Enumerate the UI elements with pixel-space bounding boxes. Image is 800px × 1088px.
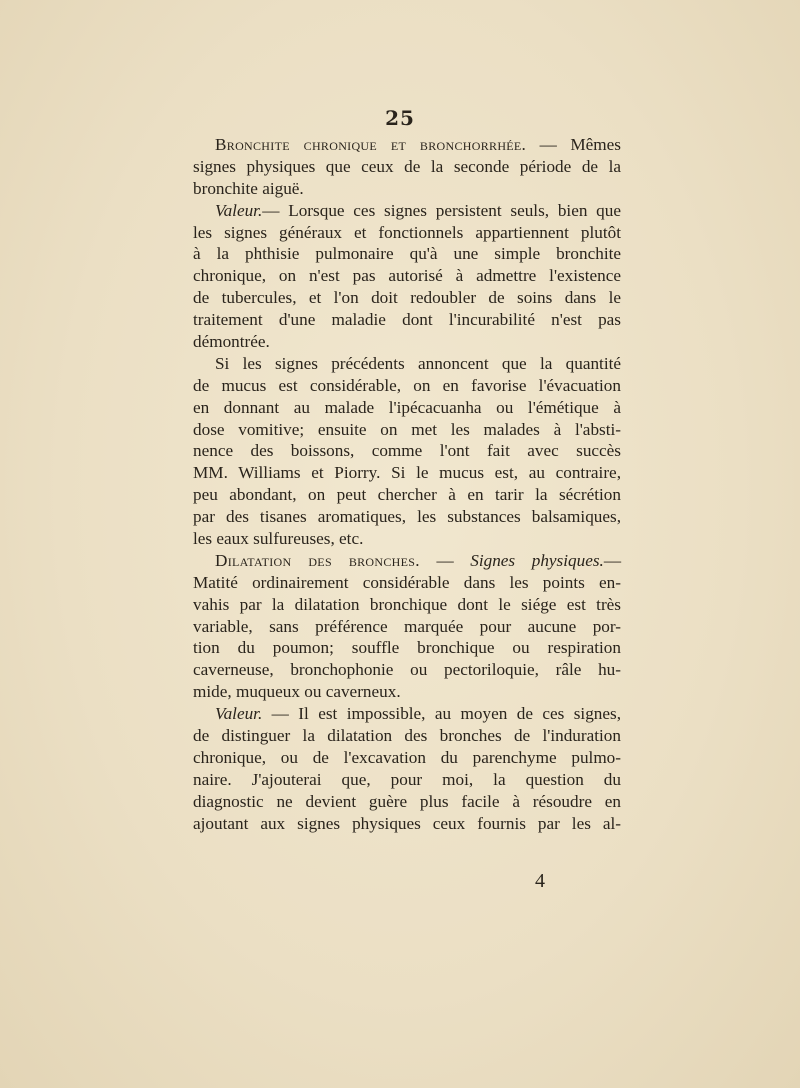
text-line: Matité ordinairement considérable dans les points en- xyxy=(193,572,621,592)
text-line: dose vomitive; ensuite on met les malades à l'absti- xyxy=(193,419,621,439)
text-line: nence des boissons, comme l'ont fait avec succès xyxy=(193,441,621,461)
text-line: signes physiques que ceux de la seconde période de la xyxy=(193,156,621,176)
text-line: ajoutant aux signes physiques ceux fournis par les al- xyxy=(193,813,621,833)
text-line: diagnostic ne devient guère plus facile à résoudre en xyxy=(193,791,621,811)
section-heading: Dilatation des bronches. xyxy=(215,550,420,570)
text-line: par des tisanes aromatiques, les substances balsamiques, xyxy=(193,507,621,527)
text-line: peu abondant, on peut chercher à en tarir la sécrétion xyxy=(193,485,621,505)
text-line: à la phthisie pulmonaire qu'à une simple bronchite xyxy=(193,244,621,264)
subheading-italic: Valeur. xyxy=(215,704,263,724)
text-line: les eaux sulfureuses, etc. xyxy=(193,529,364,549)
text-line: chronique, on n'est pas autorisé à admettre l'existence xyxy=(193,266,621,286)
text-line: de distinguer la dilatation des bronches de l'induration xyxy=(193,726,621,746)
section-heading: Bronchite chronique et bronchorrhée. xyxy=(215,135,527,154)
text-line: Si les signes précédents annoncent que la quantité xyxy=(215,353,621,373)
text-line: Bronchite chronique et bronchorrhée. — Mêmes xyxy=(215,135,621,154)
text-line: Dilatation des bronches. — Signes physiques.— xyxy=(215,550,621,570)
text-line: de tubercules, et l'on doit redoubler de soins dans le xyxy=(193,288,621,308)
text-line: chronique, ou de l'excavation du parenchyme pulmo- xyxy=(193,747,621,767)
text-line: Valeur. — Il est impossible, au moyen de ces signes, xyxy=(215,704,621,724)
text-line: mide, muqueux ou caverneux. xyxy=(193,682,401,702)
text-line: de mucus est considérable, on en favorise l'évacuation xyxy=(193,375,621,395)
text-line: vahis par la dilatation bronchique dont le siége est très xyxy=(193,594,621,614)
signature-mark: 4 xyxy=(535,870,545,892)
text-line: les signes généraux et fonctionnels appartiennent plutôt xyxy=(193,222,621,242)
text-line: en donnant au malade l'ipécacuanha ou l'émétique à xyxy=(193,397,621,417)
body-text xyxy=(193,134,621,835)
page-number: 25 xyxy=(385,106,415,130)
subheading-italic: Signes physiques. xyxy=(470,550,604,570)
text-line: bronchite aiguë. xyxy=(193,178,304,198)
text-line: tion du poumon; souffle bronchique ou respiration xyxy=(193,638,621,658)
subheading-italic: Valeur. xyxy=(215,200,263,220)
text-line: traitement d'une maladie dont l'incurabilité n'est pas xyxy=(193,310,621,330)
text-line: Valeur.— Lorsque ces signes persistent seuls, bien que xyxy=(215,200,621,220)
text-line: démontrée. xyxy=(193,332,270,352)
text-line: variable, sans préférence marquée pour aucune por- xyxy=(193,616,621,636)
text-line: caverneuse, bronchophonie ou pectoriloquie, râle hu- xyxy=(193,660,621,680)
text-line: MM. Williams et Piorry. Si le mucus est, au contraire, xyxy=(193,463,621,483)
text-line: naire. J'ajouterai que, pour moi, la question du xyxy=(193,769,621,789)
